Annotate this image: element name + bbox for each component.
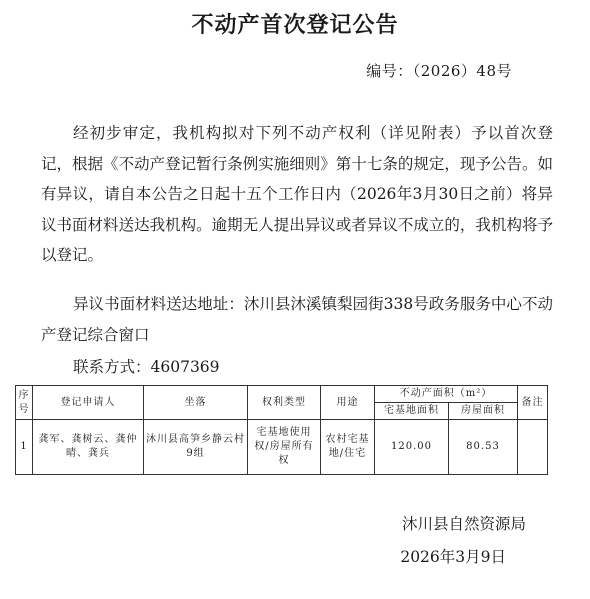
issuing-authority: 沐川县自然资源局 [401, 515, 526, 533]
cell-land-area: 120.00 [375, 420, 449, 475]
header-area-group: 不动产面积（m²） [375, 386, 518, 403]
header-right-type: 权利类型 [248, 386, 321, 420]
header-house-area: 房屋面积 [449, 403, 518, 420]
table-row [16, 420, 548, 475]
cell-applicant: 龚军、龚树云、龚仲晴、龚兵 [33, 420, 144, 475]
registration-table [15, 385, 548, 475]
notice-title: 不动产首次登记公告 [191, 13, 399, 38]
cell-house-area: 80.53 [449, 420, 518, 475]
cell-use: 农村宅基地/住宅 [321, 420, 375, 475]
cell-right-type: 宅基地使用权/房屋所有权 [248, 420, 321, 475]
header-location: 坐落 [144, 386, 248, 420]
cell-seq: 1 [16, 420, 33, 475]
header-note: 备注 [518, 386, 548, 420]
objection-address: 异议书面材料送达地址：沐川县沐溪镇梨园街338号政务服务中心不动产登记综合窗口 [41, 295, 553, 344]
header-use: 用途 [321, 386, 375, 420]
contact-info: 联系方式：4607369 [73, 358, 220, 376]
cell-note [518, 420, 548, 475]
cell-location: 沐川县高笋乡静云村9组 [144, 420, 248, 475]
table-header-row [16, 386, 548, 403]
document-number: 编号：（2026）48号 [366, 62, 512, 80]
header-land-area: 宅基地面积 [375, 403, 449, 420]
issue-date: 2026年3月9日 [400, 548, 506, 566]
header-seq: 序号 [16, 386, 33, 420]
header-applicant: 登记申请人 [33, 386, 144, 420]
notice-body: 经初步审定，我机构拟对下列不动产权利（详见附表）予以首次登记，根据《不动产登记暂行条例实施细则》第十七条的规定，现予公告。如有异议，请自本公告之日起十五个工作日内（2026年3月30日之前）将异议书面材料送达我机构。逾期无人提出异议或者异议不成立的，我机构将予以登记。 [41, 124, 553, 264]
